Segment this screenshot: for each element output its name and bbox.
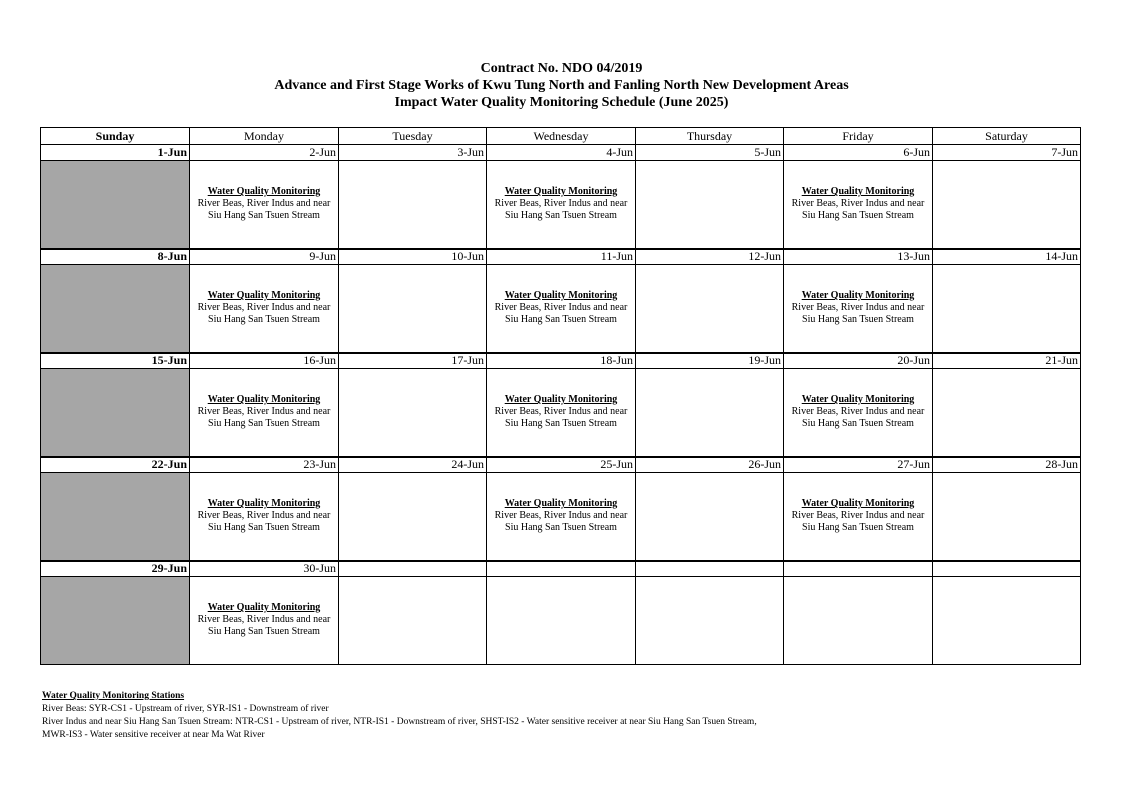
- date-cell: 29-Jun: [41, 561, 190, 577]
- notes-line: MWR-IS3 - Water sensitive receiver at near Ma Wat River: [42, 730, 265, 740]
- day-cell: [784, 265, 933, 353]
- day-cell: [636, 473, 784, 561]
- monitoring-event: Water Quality Monitoring River Beas, River Indus and near Siu Hang San Tsuen Stream: [791, 498, 925, 533]
- day-cell: [190, 369, 339, 457]
- date-cell: 22-Jun: [41, 457, 190, 473]
- header-tuesday: Tuesday: [339, 128, 487, 145]
- project-title: Advance and First Stage Works of Kwu Tung North and Fanling North New Development Areas: [274, 78, 849, 93]
- monitoring-event: Water Quality Monitoring River Beas, River Indus and near Siu Hang San Tsuen Stream: [197, 498, 331, 533]
- header-wednesday: Wednesday: [487, 128, 636, 145]
- date-cell: 3-Jun: [339, 145, 487, 161]
- date-cell: 28-Jun: [933, 457, 1080, 473]
- day-cell: [636, 577, 784, 664]
- date-cell: 25-Jun: [487, 457, 636, 473]
- day-cell: [784, 161, 933, 249]
- contract-number: Contract No. NDO 04/2019: [480, 61, 643, 76]
- day-cell: [933, 473, 1080, 561]
- day-cell: [636, 161, 784, 249]
- week-row: [41, 457, 1080, 561]
- day-cell: [933, 161, 1080, 249]
- sunday-shaded-cell: [41, 161, 190, 249]
- date-cell: 20-Jun: [784, 353, 933, 369]
- date-cell: [784, 561, 933, 577]
- day-cell: [339, 369, 487, 457]
- date-cell: 5-Jun: [636, 145, 784, 161]
- day-cell: [487, 161, 636, 249]
- day-cell: [784, 577, 933, 664]
- sunday-shaded-cell: [41, 265, 190, 353]
- notes-line: River Beas: SYR-CS1 - Upstream of river, SYR-IS1 - Downstream of river: [42, 704, 329, 714]
- day-cell: [784, 369, 933, 457]
- monitoring-event: Water Quality Monitoring River Beas, River Indus and near Siu Hang San Tsuen Stream: [494, 498, 628, 533]
- date-cell: [933, 561, 1080, 577]
- date-cell: 26-Jun: [636, 457, 784, 473]
- date-cell: 30-Jun: [190, 561, 339, 577]
- header-sunday: Sunday: [41, 128, 190, 145]
- monitoring-event: Water Quality Monitoring River Beas, River Indus and near Siu Hang San Tsuen Stream: [494, 290, 628, 325]
- week-row: [41, 353, 1080, 457]
- day-cell: [339, 265, 487, 353]
- day-cell: [784, 473, 933, 561]
- date-cell: 19-Jun: [636, 353, 784, 369]
- week-row: [41, 145, 1080, 249]
- week-row: [41, 249, 1080, 353]
- date-cell: [487, 561, 636, 577]
- sunday-shaded-cell: [41, 577, 190, 664]
- day-cell: [190, 265, 339, 353]
- date-cell: 24-Jun: [339, 457, 487, 473]
- day-cell: [933, 577, 1080, 664]
- day-cell: [487, 577, 636, 664]
- monitoring-event: Water Quality Monitoring River Beas, River Indus and near Siu Hang San Tsuen Stream: [494, 394, 628, 429]
- day-cell: [487, 369, 636, 457]
- monitoring-event: Water Quality Monitoring River Beas, River Indus and near Siu Hang San Tsuen Stream: [197, 290, 331, 325]
- day-cell: [933, 369, 1080, 457]
- date-cell: 7-Jun: [933, 145, 1080, 161]
- monitoring-stations-notes: [42, 690, 1102, 742]
- date-cell: 11-Jun: [487, 249, 636, 265]
- date-cell: 10-Jun: [339, 249, 487, 265]
- day-cell: [190, 577, 339, 664]
- monitoring-event: Water Quality Monitoring River Beas, River Indus and near Siu Hang San Tsuen Stream: [791, 186, 925, 221]
- date-cell: 14-Jun: [933, 249, 1080, 265]
- header-monday: Monday: [190, 128, 339, 145]
- day-cell: [487, 265, 636, 353]
- day-cell: [933, 265, 1080, 353]
- day-cell: [190, 473, 339, 561]
- day-cell: [636, 369, 784, 457]
- date-cell: 8-Jun: [41, 249, 190, 265]
- day-cell: [190, 161, 339, 249]
- notes-line: River Indus and near Siu Hang San Tsuen Stream: NTR-CS1 - Upstream of river, NTR-IS1 - Downstream of river, SHST-IS2 - Water sensitive receiver at near Siu Hang San Tsuen Stream,: [42, 717, 757, 727]
- monitoring-event: Water Quality Monitoring River Beas, River Indus and near Siu Hang San Tsuen Stream: [494, 186, 628, 221]
- monitoring-event: Water Quality Monitoring River Beas, River Indus and near Siu Hang San Tsuen Stream: [791, 394, 925, 429]
- date-cell: 16-Jun: [190, 353, 339, 369]
- monitoring-event: Water Quality Monitoring River Beas, River Indus and near Siu Hang San Tsuen Stream: [791, 290, 925, 325]
- date-cell: 1-Jun: [41, 145, 190, 161]
- header-thursday: Thursday: [636, 128, 784, 145]
- header-saturday: Saturday: [933, 128, 1080, 145]
- week-row: [41, 561, 1080, 664]
- date-cell: 9-Jun: [190, 249, 339, 265]
- calendar-table: [40, 127, 1081, 665]
- monitoring-event: Water Quality Monitoring River Beas, River Indus and near Siu Hang San Tsuen Stream: [197, 602, 331, 637]
- day-cell: [636, 265, 784, 353]
- monitoring-event: Water Quality Monitoring River Beas, River Indus and near Siu Hang San Tsuen Stream: [197, 186, 331, 221]
- date-cell: 21-Jun: [933, 353, 1080, 369]
- day-cell: [487, 473, 636, 561]
- date-cell: 15-Jun: [41, 353, 190, 369]
- notes-title: Water Quality Monitoring Stations: [42, 691, 185, 701]
- date-cell: 13-Jun: [784, 249, 933, 265]
- date-cell: 12-Jun: [636, 249, 784, 265]
- sunday-shaded-cell: [41, 369, 190, 457]
- date-cell: 2-Jun: [190, 145, 339, 161]
- sunday-shaded-cell: [41, 473, 190, 561]
- day-cell: [339, 473, 487, 561]
- date-cell: 23-Jun: [190, 457, 339, 473]
- monitoring-event: Water Quality Monitoring River Beas, River Indus and near Siu Hang San Tsuen Stream: [197, 394, 331, 429]
- date-cell: 6-Jun: [784, 145, 933, 161]
- day-cell: [339, 161, 487, 249]
- date-cell: 4-Jun: [487, 145, 636, 161]
- date-cell: [339, 561, 487, 577]
- date-cell: 27-Jun: [784, 457, 933, 473]
- date-cell: [636, 561, 784, 577]
- header-friday: Friday: [784, 128, 933, 145]
- schedule-title: Impact Water Quality Monitoring Schedule (June 2025): [394, 95, 729, 110]
- date-cell: 17-Jun: [339, 353, 487, 369]
- date-cell: 18-Jun: [487, 353, 636, 369]
- day-cell: [339, 577, 487, 664]
